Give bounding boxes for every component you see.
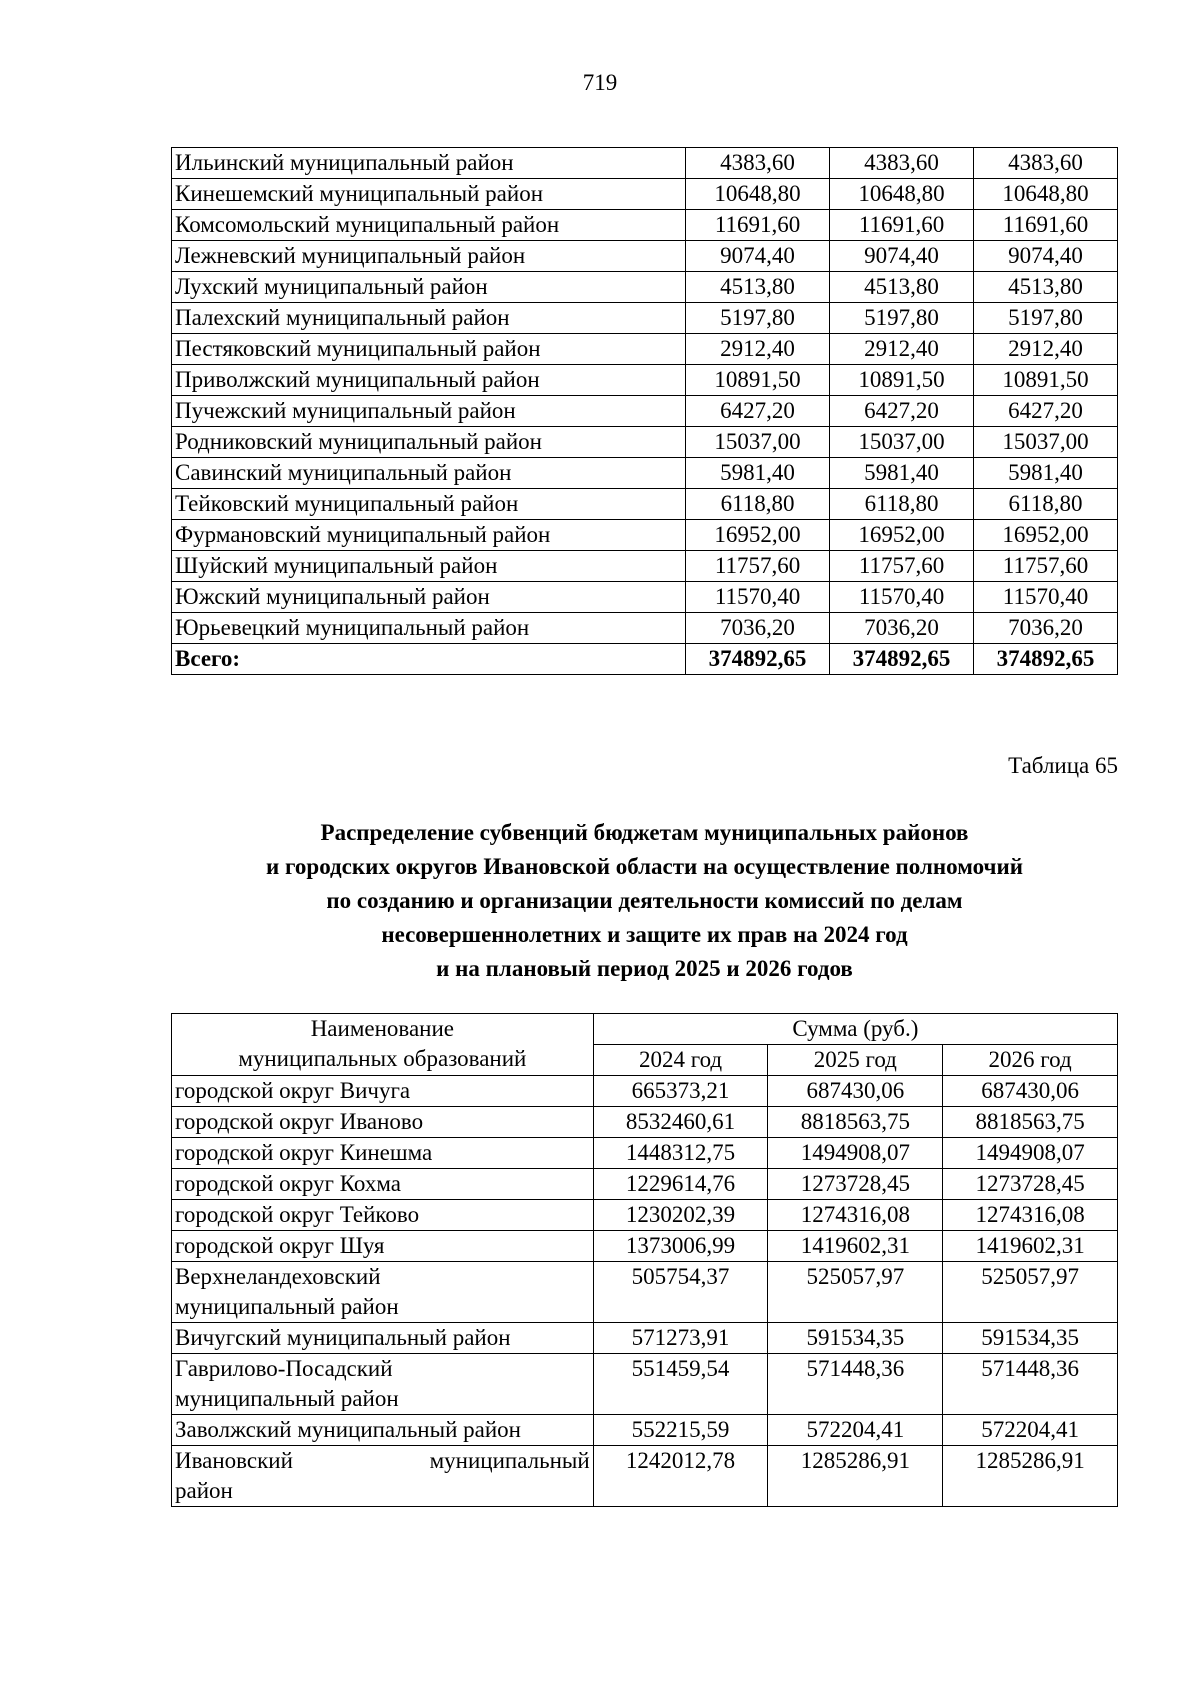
- row-name: Пестяковский муниципальный район: [172, 334, 686, 365]
- row-name: Фурмановский муниципальный район: [172, 520, 686, 551]
- row-value: 16952,00: [974, 520, 1118, 551]
- table-row: [172, 613, 1118, 644]
- row-value: 2912,40: [830, 334, 974, 365]
- table-row: [172, 272, 1118, 303]
- row-value: 1274316,08: [943, 1200, 1118, 1231]
- row-value: 1273728,45: [943, 1169, 1118, 1200]
- row-name: городской округ Тейково: [172, 1200, 594, 1231]
- row-value: 11757,60: [830, 551, 974, 582]
- row-value: 10891,50: [686, 365, 830, 396]
- row-value: 591534,35: [768, 1323, 943, 1354]
- row-value: 5981,40: [830, 458, 974, 489]
- row-name-line2: муниципальный район: [175, 1386, 399, 1411]
- row-value: 1242012,78: [593, 1446, 768, 1507]
- row-value: 5197,80: [686, 303, 830, 334]
- row-value: 5981,40: [974, 458, 1118, 489]
- row-value: 11570,40: [830, 582, 974, 613]
- row-name-word: муниципальный: [429, 1448, 590, 1473]
- row-value: 6427,20: [974, 396, 1118, 427]
- row-value: 551459,54: [593, 1354, 768, 1415]
- row-value: 6427,20: [830, 396, 974, 427]
- row-value: 10891,50: [830, 365, 974, 396]
- row-value: 1494908,07: [943, 1138, 1118, 1169]
- row-name: Лухский муниципальный район: [172, 272, 686, 303]
- row-value: 687430,06: [943, 1076, 1118, 1107]
- row-value: 6118,80: [974, 489, 1118, 520]
- table-row: [172, 1323, 1118, 1354]
- table-row: [172, 489, 1118, 520]
- header-name-line1: Наименование: [310, 1016, 454, 1041]
- total-label: Всего:: [172, 644, 686, 675]
- row-value: 1373006,99: [593, 1231, 768, 1262]
- row-value: 572204,41: [768, 1415, 943, 1446]
- row-value: 571448,36: [943, 1354, 1118, 1415]
- table-row: [172, 458, 1118, 489]
- row-name: Кинешемский муниципальный район: [172, 179, 686, 210]
- row-value: 505754,37: [593, 1262, 768, 1323]
- row-name-line2: район: [175, 1478, 233, 1503]
- table-row: [172, 427, 1118, 458]
- row-name: [172, 1262, 594, 1323]
- row-value: 2912,40: [686, 334, 830, 365]
- row-name: Пучежский муниципальный район: [172, 396, 686, 427]
- row-name: Тейковский муниципальный район: [172, 489, 686, 520]
- table-caption: Таблица 65: [1008, 753, 1118, 778]
- row-value: 1285286,91: [943, 1446, 1118, 1507]
- row-value: 9074,40: [830, 241, 974, 272]
- total-value: 374892,65: [686, 644, 830, 675]
- row-name: Лежневский муниципальный район: [172, 241, 686, 272]
- row-value: 4513,80: [686, 272, 830, 303]
- row-value: 11691,60: [830, 210, 974, 241]
- row-value: 11757,60: [974, 551, 1118, 582]
- row-value: 687430,06: [768, 1076, 943, 1107]
- table-row: [172, 1446, 1118, 1507]
- row-value: 5981,40: [686, 458, 830, 489]
- row-name: [172, 1446, 594, 1507]
- row-value: 4383,60: [686, 148, 830, 179]
- row-value: 571273,91: [593, 1323, 768, 1354]
- row-value: 8532460,61: [593, 1107, 768, 1138]
- row-value: 1448312,75: [593, 1138, 768, 1169]
- page-number: 719: [582, 70, 618, 95]
- header-name: [172, 1014, 594, 1076]
- header-year: 2025 год: [768, 1045, 943, 1076]
- row-value: 1274316,08: [768, 1200, 943, 1231]
- row-value: 552215,59: [593, 1415, 768, 1446]
- row-name: городской округ Шуя: [172, 1231, 594, 1262]
- row-name: Заволжский муниципальный район: [172, 1415, 594, 1446]
- row-value: 10648,80: [974, 179, 1118, 210]
- table-row: [172, 1262, 1118, 1323]
- table-row: [172, 241, 1118, 272]
- table-continued: [171, 147, 1118, 675]
- row-value: 6118,80: [686, 489, 830, 520]
- row-value: 525057,97: [943, 1262, 1118, 1323]
- table-row: [172, 210, 1118, 241]
- row-name: Шуйский муниципальный район: [172, 551, 686, 582]
- table-row: [172, 551, 1118, 582]
- header-year: 2024 год: [593, 1045, 768, 1076]
- table-65: [171, 1013, 1118, 1507]
- row-value: 11691,60: [974, 210, 1118, 241]
- table-row: [172, 520, 1118, 551]
- table-row: [172, 148, 1118, 179]
- row-value: 4383,60: [974, 148, 1118, 179]
- row-value: 665373,21: [593, 1076, 768, 1107]
- row-value: 5197,80: [830, 303, 974, 334]
- table-row: [172, 1231, 1118, 1262]
- table-row: [172, 582, 1118, 613]
- row-name: городской округ Кинешма: [172, 1138, 594, 1169]
- row-value: 6427,20: [686, 396, 830, 427]
- row-value: 9074,40: [686, 241, 830, 272]
- row-value: 10648,80: [830, 179, 974, 210]
- table-row: [172, 1169, 1118, 1200]
- row-name: Палехский муниципальный район: [172, 303, 686, 334]
- total-row: [172, 644, 1118, 675]
- row-value: 1229614,76: [593, 1169, 768, 1200]
- row-value: 1285286,91: [768, 1446, 943, 1507]
- row-value: 1419602,31: [943, 1231, 1118, 1262]
- row-name: Ильинский муниципальный район: [172, 148, 686, 179]
- row-name: городской округ Кохма: [172, 1169, 594, 1200]
- row-value: 6118,80: [830, 489, 974, 520]
- row-name: Савинский муниципальный район: [172, 458, 686, 489]
- header-sum: Сумма (руб.): [593, 1014, 1117, 1045]
- row-value: 525057,97: [768, 1262, 943, 1323]
- row-name-line1: Гаврилово-Посадский: [175, 1356, 393, 1381]
- row-value: 16952,00: [830, 520, 974, 551]
- table-row: [172, 1354, 1118, 1415]
- row-value: 11570,40: [974, 582, 1118, 613]
- header-year: 2026 год: [943, 1045, 1118, 1076]
- row-name: Родниковский муниципальный район: [172, 427, 686, 458]
- row-value: 9074,40: [974, 241, 1118, 272]
- row-value: 1230202,39: [593, 1200, 768, 1231]
- table-row: [172, 334, 1118, 365]
- row-value: 4513,80: [974, 272, 1118, 303]
- row-value: 2912,40: [974, 334, 1118, 365]
- row-value: 571448,36: [768, 1354, 943, 1415]
- row-name-line1: Верхнеландеховский: [175, 1264, 381, 1289]
- title-line: и на плановый период 2025 и 2026 годов: [436, 956, 853, 981]
- row-value: 1419602,31: [768, 1231, 943, 1262]
- row-value: 11691,60: [686, 210, 830, 241]
- row-value: 11757,60: [686, 551, 830, 582]
- row-value: 1273728,45: [768, 1169, 943, 1200]
- table-row: [172, 1200, 1118, 1231]
- row-value: 11570,40: [686, 582, 830, 613]
- row-name: Юрьевецкий муниципальный район: [172, 613, 686, 644]
- table-row: [172, 365, 1118, 396]
- table-row: [172, 179, 1118, 210]
- table-row: [172, 303, 1118, 334]
- row-value: 15037,00: [686, 427, 830, 458]
- row-value: 1494908,07: [768, 1138, 943, 1169]
- row-name-line2: муниципальный район: [175, 1294, 399, 1319]
- row-value: 15037,00: [830, 427, 974, 458]
- row-name: Вичугский муниципальный район: [172, 1323, 594, 1354]
- row-value: 5197,80: [974, 303, 1118, 334]
- row-value: 591534,35: [943, 1323, 1118, 1354]
- row-value: 7036,20: [830, 613, 974, 644]
- row-name: городской округ Вичуга: [172, 1076, 594, 1107]
- row-name-line1: [175, 1446, 590, 1476]
- row-value: 10648,80: [686, 179, 830, 210]
- row-name: [172, 1354, 594, 1415]
- title-line: несовершеннолетних и защите их прав на 2024 год: [381, 922, 908, 947]
- row-value: 7036,20: [686, 613, 830, 644]
- row-value: 8818563,75: [943, 1107, 1118, 1138]
- title-line: Распределение субвенций бюджетам муниципальных районов: [320, 820, 969, 845]
- row-value: 16952,00: [686, 520, 830, 551]
- row-value: 572204,41: [943, 1415, 1118, 1446]
- row-name: Приволжский муниципальный район: [172, 365, 686, 396]
- row-value: 15037,00: [974, 427, 1118, 458]
- row-value: 4513,80: [830, 272, 974, 303]
- row-value: 8818563,75: [768, 1107, 943, 1138]
- row-value: 4383,60: [830, 148, 974, 179]
- table-row: [172, 396, 1118, 427]
- row-name: городской округ Иваново: [172, 1107, 594, 1138]
- row-name: Комсомольский муниципальный район: [172, 210, 686, 241]
- title-line: и городских округов Ивановской области на осуществление полномочий: [266, 854, 1023, 879]
- row-name: Южский муниципальный район: [172, 582, 686, 613]
- row-name-word: Ивановский: [175, 1448, 293, 1473]
- table-row: [172, 1107, 1118, 1138]
- total-value: 374892,65: [974, 644, 1118, 675]
- table-row: [172, 1076, 1118, 1107]
- table-row: [172, 1415, 1118, 1446]
- row-value: 7036,20: [974, 613, 1118, 644]
- row-value: 10891,50: [974, 365, 1118, 396]
- title-line: по созданию и организации деятельности комиссий по делам: [326, 888, 963, 913]
- table-title: [171, 816, 1118, 986]
- header-name-line2: муниципальных образований: [238, 1046, 527, 1071]
- total-value: 374892,65: [830, 644, 974, 675]
- table-row: [172, 1138, 1118, 1169]
